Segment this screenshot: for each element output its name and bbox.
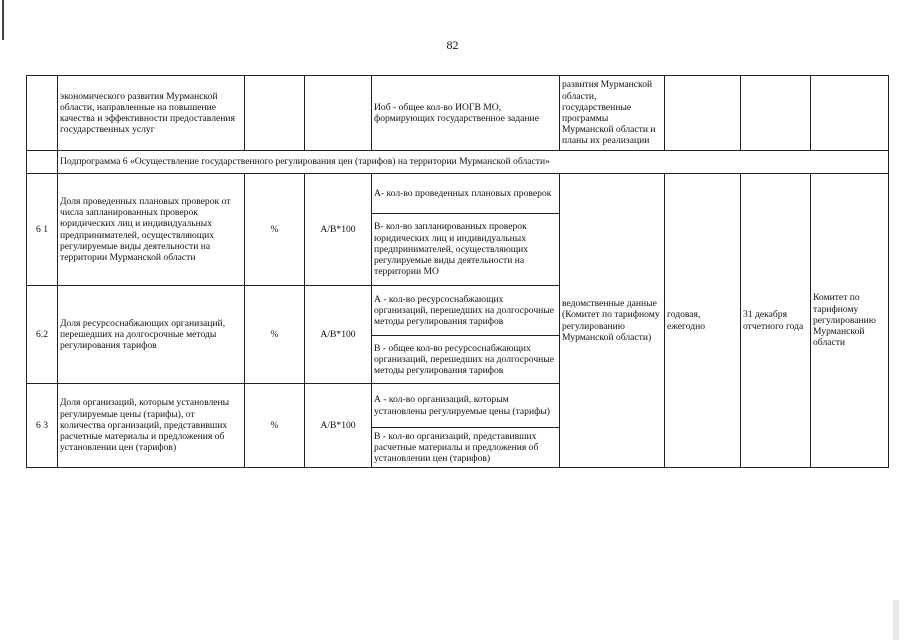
- data-source: ведомственные данные (Комитет по тарифному регулированию Мурманской области): [560, 174, 665, 468]
- unit: %: [245, 286, 305, 384]
- continuation-unit-cell: [245, 76, 305, 151]
- continuation-components: Иоб - общее кол-во ИОГВ МО, формирующих государственное задание: [372, 76, 560, 151]
- continuation-deadline-cell: [741, 76, 811, 151]
- component-b: В - кол-во организаций, представивших расчетные материалы и предложения об установлении цен (тарифов): [372, 428, 560, 468]
- formula: A/B*100: [305, 384, 372, 468]
- subprogram-num-cell: [27, 151, 58, 174]
- continuation-formula-cell: [305, 76, 372, 151]
- component-b: В - общее кол-во ресурсоснабжающих организаций, перешедших на долгосрочные методы регулирования тарифов: [372, 336, 560, 384]
- continuation-indicator: экономического развития Мурманской области, направленные на повышение качества и эффективности предоставления государственных услуг: [58, 76, 245, 151]
- component-a: А- кол-во проведенных плановых проверок: [372, 174, 560, 214]
- row-number: 6 1: [27, 174, 58, 286]
- continuation-source: развития Мурманской области, государственные программы Мурманской области и планы их реализации: [560, 76, 665, 151]
- continuation-frequency-cell: [665, 76, 741, 151]
- responsible: Комитет по тарифному регулированию Мурманской области: [811, 174, 889, 468]
- scan-edge-mark: [2, 0, 4, 40]
- component-a: А - кол-во организаций, которым установлены регулируемые цены (тарифы): [372, 384, 560, 428]
- indicator-name: Доля ресурсоснабжающих организаций, перешедших на долгосрочные методы регулирования тарифов: [58, 286, 245, 384]
- unit: %: [245, 384, 305, 468]
- indicator-name: Доля организаций, которым установлены регулируемые цены (тарифы), от количества организаций, представивших расчетные материалы и предложения об установлении цен (тарифов): [58, 384, 245, 468]
- unit: %: [245, 174, 305, 286]
- continuation-responsible-cell: [811, 76, 889, 151]
- indicators-table: [26, 75, 889, 468]
- row-number: 6.2: [27, 286, 58, 384]
- subprogram-row: [27, 151, 889, 174]
- page-number: 82: [446, 38, 459, 52]
- deadline: 31 декабря отчетного года: [741, 174, 811, 468]
- scan-edge-shadow: [893, 600, 899, 640]
- subprogram-title: Подпрограмма 6 «Осуществление государственного регулирования цен (тарифов) на территории Мурманской области»: [58, 151, 889, 174]
- frequency: годовая, ежегодно: [665, 174, 741, 468]
- component-a: А - кол-во ресурсоснабжающих организаций, перешедших на долгосрочные методы регулирования тарифов: [372, 286, 560, 336]
- table-row-6-1a: [27, 174, 889, 214]
- component-b: В- кол-во запланированных проверок юридических лиц и индивидуальных предпринимателей, осуществляющих регулируемые виды деятельности на территории МО: [372, 214, 560, 286]
- formula: A/B*100: [305, 174, 372, 286]
- indicator-name: Доля проведенных плановых проверок от числа запланированных проверок юридических лиц и индивидуальных предпринимателей, осуществляющих регулируемые виды деятельности на территории Мурманской области: [58, 174, 245, 286]
- continuation-row: [27, 76, 889, 151]
- row-number: 6 3: [27, 384, 58, 468]
- formula: A/B*100: [305, 286, 372, 384]
- continuation-num-cell: [27, 76, 58, 151]
